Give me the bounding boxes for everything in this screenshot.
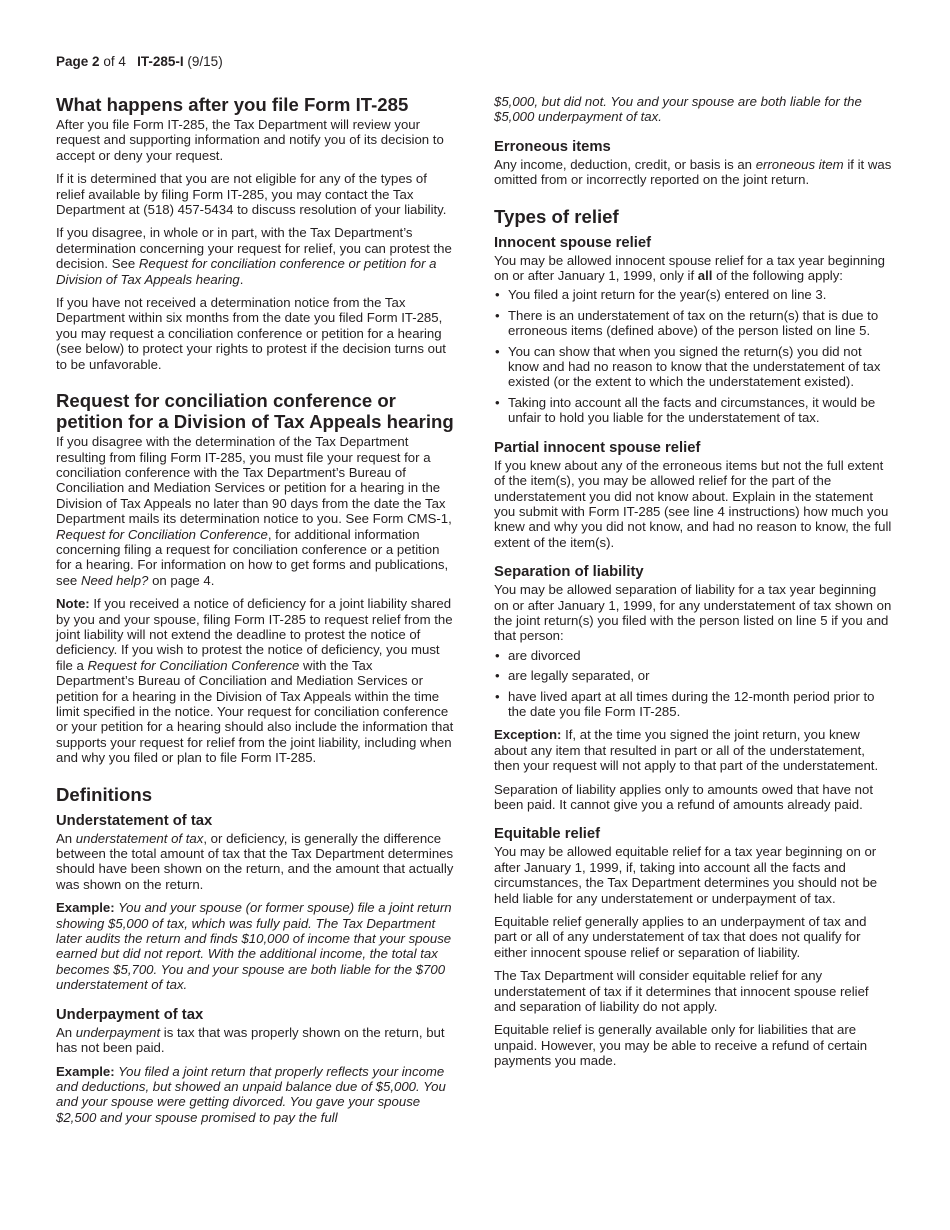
- paragraph: If you disagree with the determination of the Tax Department resulting from filing Form IT-285, you must file your request for a conciliation conference with the Tax Department’s Bureau of Conciliation and Mediation Services or petition for a hearing in the Division of Tax Appeals no later than 90 days from the date the Tax Department mails its determination notice to you. See Form CMS-1, Request for Conciliation Conference, for additional information concerning filing a request for conciliation conference or a petition for a hearing. For information on how to get forms and publications, see Need help? on page 4.: [56, 434, 452, 588]
- section-heading-conciliation: Request for conciliation conference or petition for a Division of Tax Appeals hearing: [56, 390, 454, 433]
- exception-paragraph: Exception: If, at the time you signed the joint return, you knew about any item that resulted in part or all of the understatement, then your request will not apply to that part of the understatement.: [494, 727, 879, 774]
- need-help-reference: Need help?: [80, 572, 149, 588]
- paragraph: An underpayment is tax that was properly shown on the return, but has not been paid.: [56, 1024, 445, 1056]
- page-count: of 4: [103, 54, 126, 69]
- list-item: • have lived apart at all times during the 12-month period prior to the date you file Form IT-285.: [494, 689, 892, 720]
- example-label: Example:: [56, 1063, 115, 1079]
- list-item: • You can show that when you signed the return(s) you did not know and had no reason to know that the understatement of tax existed (or the extent to which the understatement existed).: [494, 344, 892, 390]
- right-column: [494, 94, 892, 1077]
- paragraph: Separation of liability applies only to amounts owed that have not been paid. It cannot give you a refund of amounts already paid.: [494, 781, 874, 812]
- subheading-separation: Separation of liability: [494, 564, 644, 581]
- example-paragraph: Example: You and your spouse (or former spouse) file a joint return showing $5,000 of tax, which was fully paid. The Tax Department later audits the return and finds $10,000 of income that your spouse earned but did not report. With the additional income, the total tax becomes $5,700. You and your spouse are both liable for the $700 understatement of tax.: [56, 900, 452, 993]
- paragraph: After you file Form IT-285, the Tax Department will review your request and supporting information and notify you of its decision to accept or deny your request.: [56, 117, 444, 163]
- list-item: • are legally separated, or: [494, 668, 892, 683]
- form-id: IT-285-I: [137, 54, 184, 69]
- form-date: (9/15): [187, 54, 223, 69]
- note-label: Note:: [56, 596, 90, 612]
- subheading-underpayment: Underpayment of tax: [56, 1006, 204, 1023]
- paragraph: If it is determined that you are not eligible for any of the types of relief available by filing Form IT-285, you may contact the Tax Department at (518) 457-5434 to discuss resolution of your liability.: [56, 171, 447, 218]
- list-item: • You filed a joint return for the year(s) entered on line 3.: [494, 287, 892, 302]
- paragraph: Any income, deduction, credit, or basis is an erroneous item if it was omitted from or incorrectly reported on the joint return.: [494, 156, 892, 188]
- separation-conditions: [494, 648, 892, 720]
- paragraph: Equitable relief is generally available only for liabilities that are unpaid. However, you may be able to receive a refund of certain payments you made.: [494, 1022, 868, 1069]
- paragraph: An understatement of tax, or deficiency, is generally the difference between the total amount of tax that the Tax Department determines should have been shown on the return, and the amount that actually was shown on the return.: [56, 830, 454, 892]
- list-item: • There is an understatement of tax on the return(s) that is due to erroneous items (defined above) of the person listed on line 5.: [494, 308, 892, 339]
- subheading-equitable: Equitable relief: [494, 826, 601, 843]
- paragraph: You may be allowed equitable relief for a tax year beginning on or after January 1, 1999, if, taking into account all the facts and circumstances, the Tax Department determines you should not be held liable for any understatement or underpayment of tax.: [494, 844, 878, 906]
- page-number: 2: [92, 54, 100, 69]
- list-item: • are divorced: [494, 648, 892, 663]
- paragraph: You may be allowed innocent spouse relief for a tax year beginning on or after January 1, 1999, only if all of the following apply:: [494, 252, 885, 284]
- left-column: [56, 94, 454, 1133]
- paragraph: The Tax Department will consider equitable relief for any understatement of tax if it determines that innocent spouse relief and separation of liability do not apply.: [494, 968, 869, 1015]
- section-heading-after-filing: What happens after you file Form IT-285: [56, 94, 409, 115]
- cross-reference: Request for conciliation conference or petition for a Division of Tax Appeals hearing: [56, 256, 437, 287]
- example-continuation: $5,000, but did not. You and your spouse are both liable for the $5,000 underpayment of tax.: [494, 94, 862, 125]
- section-heading-types-of-relief: Types of relief: [494, 205, 619, 227]
- innocent-spouse-conditions: [494, 287, 892, 425]
- form-title-reference: Request for Conciliation Conference: [56, 526, 268, 542]
- page-label: Page: [56, 54, 89, 69]
- page-header: [56, 54, 223, 69]
- exception-label: Exception:: [494, 727, 562, 743]
- section-heading-definitions: Definitions: [56, 783, 153, 805]
- paragraph: You may be allowed separation of liability for a tax year beginning on or after January 1, 1999, for any understatement of tax shown on the joint return(s) you filed with the person listed on line 5 if you and that person:: [494, 582, 892, 644]
- paragraph: If you disagree, in whole or in part, with the Tax Department’s determination concerning your request for relief, you can protest the decision. See Request for conciliation conference or petition for a Division of Tax Appeals hearing.: [56, 225, 452, 287]
- paragraph: If you knew about any of the erroneous items but not the full extent of the item(s), you may be allowed relief for the part of the understatement you did not know about. Explain in the statement you submit with Form IT-285 (see line 4 instructions) how much you knew and why you did not know, and had no reason to know, the full extent of the item(s).: [494, 457, 892, 550]
- example-label: Example:: [56, 900, 115, 916]
- note-paragraph: Note: If you received a notice of deficiency for a joint liability shared by you and your spouse, filing Form IT-285 to request relief from the joint liability will not extend the deadline to protest the notice of deficiency. If you wish to protest the notice of deficiency, you must file a Request for Conciliation Conference with the Tax Department’s Bureau of Conciliation and Mediation Services or petition for a hearing in the Division of Tax Appeals within the time limit specified in the notice. Your request for conciliation conference or your petition for a hearing should also include the information that supports your request for relief from the joint liability, including when and why you filed or plan to file Form IT-285.: [56, 596, 454, 766]
- subheading-innocent-spouse: Innocent spouse relief: [494, 234, 652, 251]
- example-paragraph: Example: You filed a joint return that properly reflects your income and deductions, but showed an unpaid balance due of $5,000. You and your spouse were getting divorced. You gave your spouse $2,500 and your spouse promised to pay the full: [56, 1063, 446, 1125]
- subheading-understatement: Understatement of tax: [56, 812, 213, 829]
- paragraph: Equitable relief generally applies to an underpayment of tax and part or all of any understatement of tax that does not qualify for either innocent spouse relief or separation of liability.: [494, 914, 867, 960]
- subheading-erroneous-items: Erroneous items: [494, 138, 611, 155]
- subheading-partial-relief: Partial innocent spouse relief: [494, 439, 701, 456]
- paragraph: If you have not received a determination notice from the Tax Department within six months from the date you filed Form IT-285, you may request a conciliation conference or petition for a hearing (see below) to protect your rights to protest if the decision turns out to be unfavorable.: [56, 295, 446, 372]
- list-item: • Taking into account all the facts and circumstances, it would be unfair to hold you liable for the understatement of tax.: [494, 395, 892, 426]
